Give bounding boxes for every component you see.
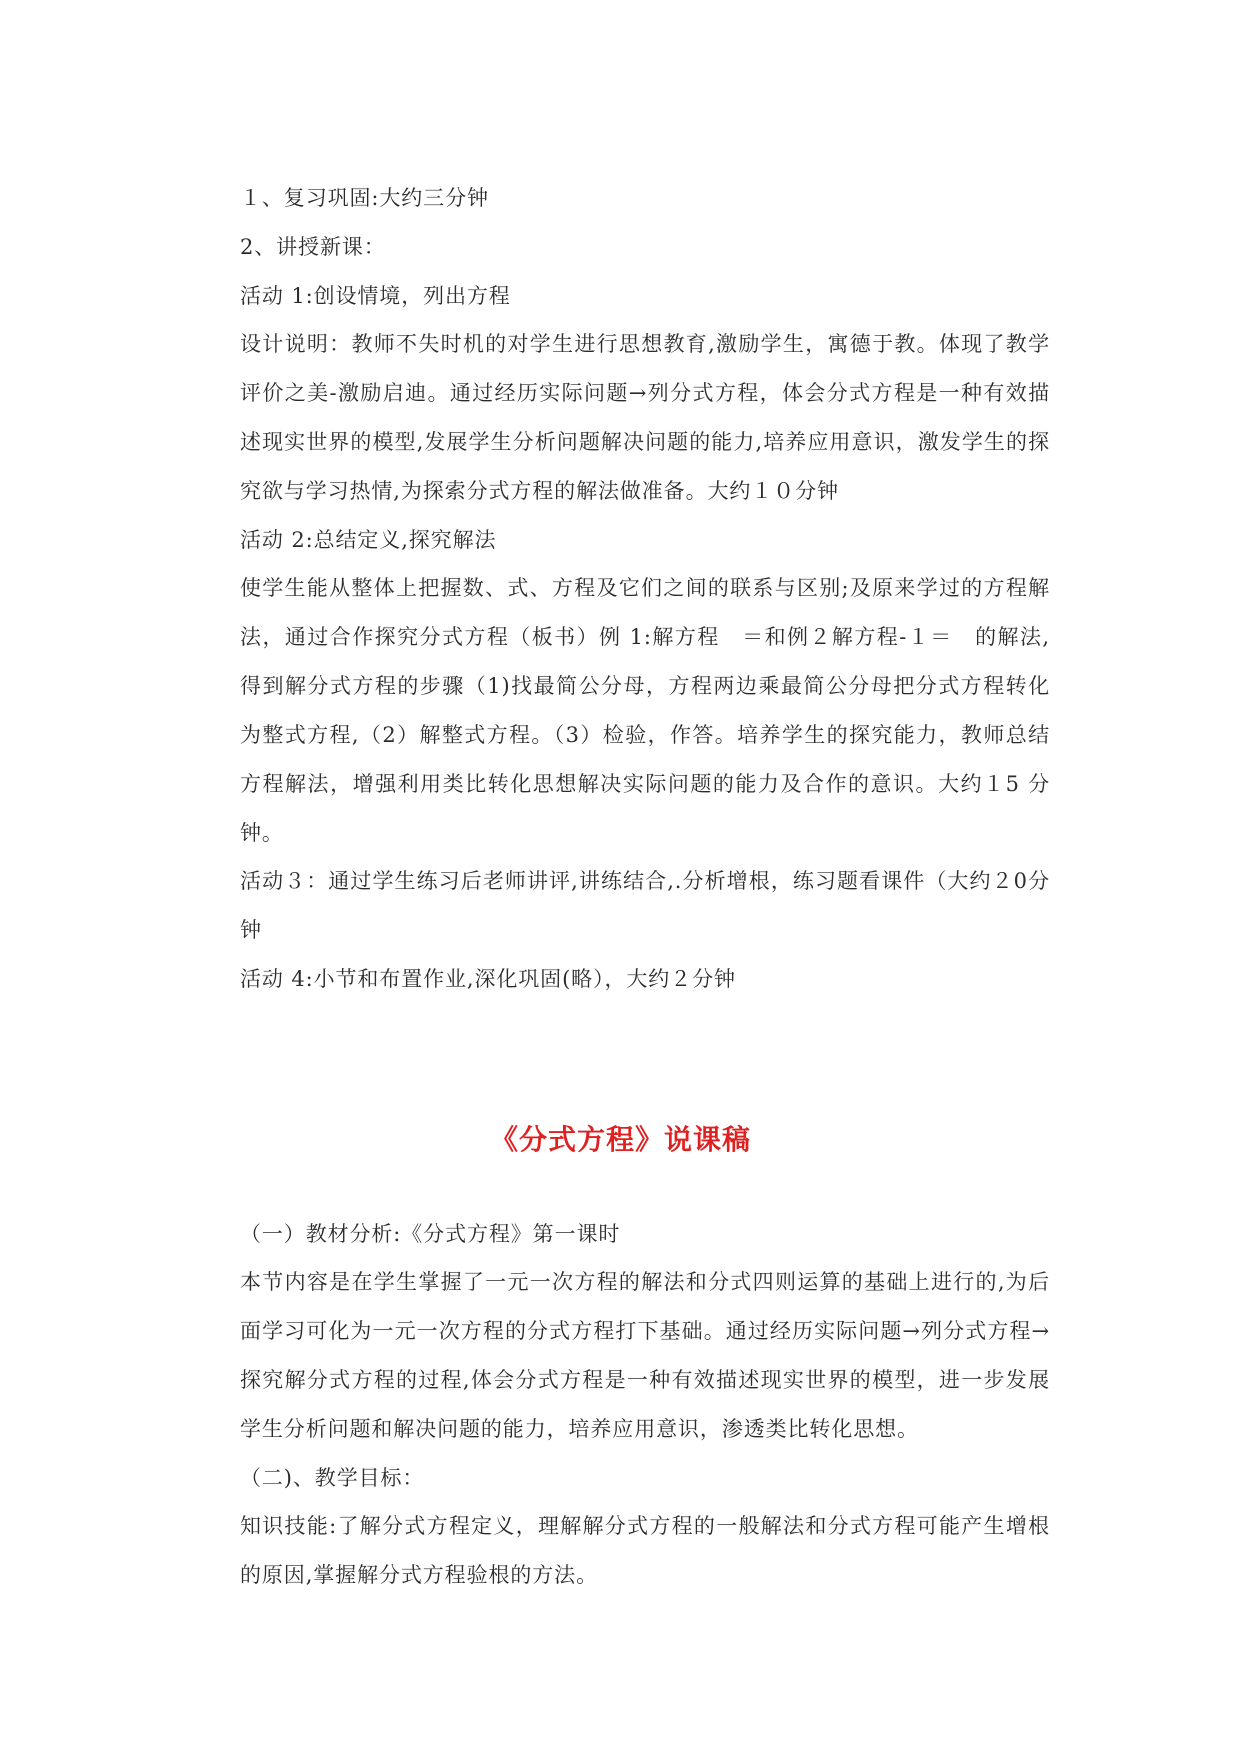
review-line: １、复习巩固:大约三分钟 xyxy=(240,186,489,210)
new-lesson-line: 2、讲授新课： xyxy=(240,235,386,259)
lesson-plan-section xyxy=(240,1222,1050,1612)
material-analysis-text: 本节内容是在学生掌握了一元一次方程的解法和分式四则运算的基础上进行的,为后面学习可化为一元一次方程的分式方程打下基础。通过经历实际问题→列分式方程→探究解分式方程的过程,体会分式方程是一种有效描述现实世界的模型，进一步发展学生分析问题和解决问题的能力，培养应用意识，渗透类比转化思想。 xyxy=(240,1270,1050,1441)
activity2-heading: 活动 2:总结定义,探究解法 xyxy=(240,528,497,552)
material-analysis-heading: （一）教材分析:《分式方程》第一课时 xyxy=(240,1222,621,1246)
teaching-goals-heading: （二)、教学目标： xyxy=(240,1466,425,1490)
activity1-description: 设计说明：教师不失时机的对学生进行思想教育,激励学生，寓德于教。体现了教学评价之美-激励启迪。通过经历实际问题→列分式方程，体会分式方程是一种有效描述现实世界的模型,发展学生分析问题解决问题的能力,培养应用意识，激发学生的探究欲与学习热情,为探索分式方程的解法做准备。大约１０分钟 xyxy=(240,332,1050,503)
activity2-description: 使学生能从整体上把握数、式、方程及它们之间的联系与区别;及原来学过的方程解法，通过合作探究分式方程（板书）例 1:解方程 ＝和例２解方程-１＝ 的解法,得到解分式方程的步骤（1)找最简公分母，方程两边乘最简公分母把分式方程转化为整式方程,（2）解整式方程。（3）检验，作答。培养学生的探究能力，教师总结方程解法，增强利用类比转化思想解决实际问题的能力及合作的意识。大约１5 分钟。 xyxy=(240,576,1050,845)
document-title: 《分式方程》说课稿 xyxy=(489,1123,751,1156)
teaching-goals-text: 知识技能:了解分式方程定义，理解解分式方程的一般解法和分式方程可能产生增根的原因,掌握解分式方程验根的方法。 xyxy=(240,1514,1050,1587)
lesson-process-section xyxy=(240,186,1050,1016)
activity4-description: 活动 4:小节和布置作业,深化巩固(略），大约２分钟 xyxy=(240,967,736,991)
activity3-description: 活动３：通过学生练习后老师讲评,讲练结合,.分析增根，练习题看课件（大约２0分钟 xyxy=(240,869,1050,942)
activity1-heading: 活动 1:创设情境，列出方程 xyxy=(240,284,511,308)
